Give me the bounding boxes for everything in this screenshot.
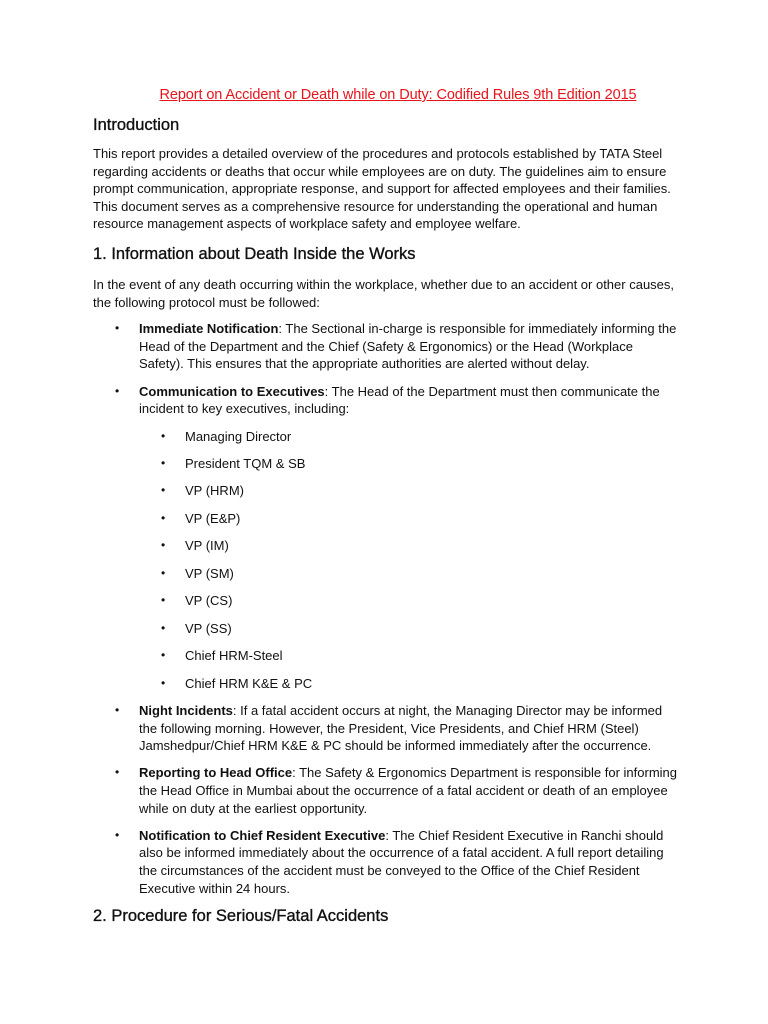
bullet-icon: • bbox=[161, 648, 166, 663]
executive-item: • VP (SM) bbox=[161, 565, 234, 581]
list-item-text: : The Head of the Department must then communicate the incident to key executives, including: bbox=[139, 383, 660, 417]
bullet-icon: • bbox=[161, 593, 166, 608]
list-item-label: Reporting to Head Office bbox=[139, 765, 293, 781]
bullet-icon: • bbox=[161, 456, 166, 470]
bullet-icon: • bbox=[115, 321, 120, 336]
executives-list bbox=[139, 428, 678, 693]
section-2-heading: 2. Procedure for Serious/Fatal Accidents bbox=[93, 906, 389, 925]
list-item-text: : The Safety & Ergonomics Department is responsible for informing the Head Office in Mumbai about the occurrence of a fatal accident or death of an employee while on duty at the earliest opportunity. bbox=[139, 765, 678, 816]
section-1-list bbox=[93, 320, 678, 897]
bullet-icon: • bbox=[115, 765, 120, 780]
bullet-icon: • bbox=[115, 383, 120, 398]
list-item bbox=[93, 702, 678, 755]
bullet-icon: • bbox=[161, 510, 166, 525]
list-item bbox=[93, 827, 678, 897]
executive-item: • Chief HRM K&E & PC bbox=[161, 675, 313, 691]
list-item-label: Communication to Executives bbox=[139, 383, 325, 399]
document-body bbox=[93, 116, 678, 926]
list-item bbox=[93, 383, 678, 693]
list-item bbox=[93, 764, 678, 817]
bullet-icon: • bbox=[161, 620, 166, 635]
executive-item: • VP (IM) bbox=[161, 538, 229, 554]
list-item-text: : If a fatal accident occurs at night, the Managing Director may be informed the following morning. However, the President, Vice Presidents, and Chief HRM (Steel) Jamshedpur/Chief HRM K&E & PC should be informed immediately after the occurrence. bbox=[139, 703, 663, 754]
list-item-text: : The Sectional in-charge is responsible for immediately informing the Head of the Department and the Chief (Safety & Ergonomics) or the Head (Workplace Safety). This ensures that the appropriate authorities are alerted without delay. bbox=[139, 321, 677, 372]
executive-item: • President TQM & SB bbox=[161, 456, 306, 471]
executive-item: • VP (SS) bbox=[161, 620, 232, 636]
section-1-heading: 1. Information about Death Inside the Works bbox=[93, 244, 416, 263]
list-item-label: Immediate Notification bbox=[139, 321, 279, 337]
executive-item: • VP (E&P) bbox=[161, 510, 241, 526]
executive-item: • Chief HRM-Steel bbox=[161, 648, 283, 664]
executive-item: • VP (HRM) bbox=[161, 483, 244, 499]
bullet-icon: • bbox=[161, 675, 166, 690]
bullet-icon: • bbox=[115, 703, 120, 718]
list-item-label: Notification to Chief Resident Executive bbox=[139, 827, 386, 843]
section-1-paragraph: In the event of any death occurring within the workplace, whether due to an accident or other causes, the following protocol must be followed: bbox=[93, 276, 675, 310]
document-title: Report on Accident or Death while on Duty: Codified Rules 9th Edition 2015 bbox=[159, 87, 637, 103]
list-item-text: : The Chief Resident Executive in Ranchi should also be informed immediately about the occurrence of a fatal accident. A full report detailing the circumstances of the accident must be conveyed to the Office of the Chief Resident Executive within 24 hours. bbox=[139, 827, 664, 896]
introduction-heading: Introduction bbox=[93, 116, 180, 134]
bullet-icon: • bbox=[161, 565, 166, 580]
bullet-icon: • bbox=[161, 428, 166, 443]
bullet-icon: • bbox=[161, 483, 166, 498]
introduction-paragraph: This report provides a detailed overview of the procedures and protocols established by TATA Steel regarding accidents or deaths that occur while employees are on duty. The guidelines aim to ensure prompt communication, appropriate response, and support for affected employees and their families. This document serves as a comprehensive resource for understanding the operational and human resource management aspects of workplace safety and employee welfare. bbox=[93, 146, 671, 232]
bullet-icon: • bbox=[161, 538, 166, 553]
list-item-label: Night Incidents bbox=[139, 703, 233, 719]
executive-item: • VP (CS) bbox=[161, 593, 233, 609]
executive-item: • Managing Director bbox=[161, 428, 292, 444]
list-item bbox=[93, 320, 678, 373]
bullet-icon: • bbox=[115, 827, 120, 842]
